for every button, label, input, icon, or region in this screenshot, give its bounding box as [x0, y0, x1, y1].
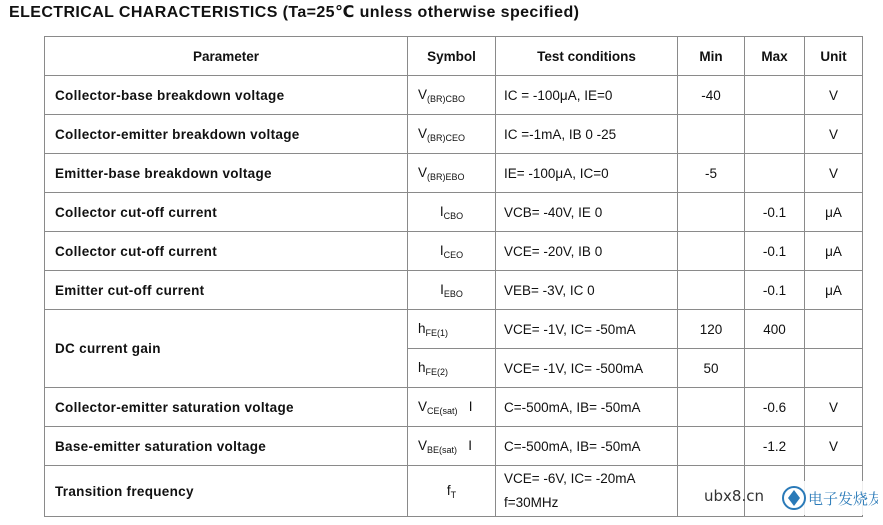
symbol-cell: $V_{(BR)CBO}$ [408, 76, 496, 115]
min-cell [678, 232, 745, 271]
table-row [45, 310, 863, 349]
min-cell: 50 [678, 349, 745, 388]
conditions-line-2: f=30MHz [504, 495, 559, 510]
symbol-cell: $V_{(BR)EBO}$ [408, 154, 496, 193]
unit-cell: V [805, 427, 863, 466]
conditions-line-1: VCE= -6V, IC= -20mA [504, 471, 636, 486]
max-cell: -0.6 [745, 388, 805, 427]
conditions-cell: C=-500mA, IB= -50mA [496, 427, 678, 466]
max-cell [745, 115, 805, 154]
symbol-cell: $V_{BE(sat)}$ I [408, 427, 496, 466]
min-cell [678, 388, 745, 427]
table-row [45, 271, 863, 310]
conditions-cell: VCE= -1V, IC= -500mA [496, 349, 678, 388]
min-cell [678, 193, 745, 232]
table-row [45, 154, 863, 193]
symbol-cell: $V_{CE(sat)}$ I [408, 388, 496, 427]
conditions-cell: IC = -100μA, IE=0 [496, 76, 678, 115]
watermark [700, 478, 880, 518]
table-row [45, 388, 863, 427]
conditions-cell: VEB= -3V, IC 0 [496, 271, 678, 310]
max-cell: -1.2 [745, 427, 805, 466]
max-cell [745, 154, 805, 193]
table-row [45, 232, 863, 271]
min-cell: 120 [678, 310, 745, 349]
conditions-cell: VCE= -20V, IB 0 [496, 232, 678, 271]
unit-cell [805, 310, 863, 349]
min-cell [678, 427, 745, 466]
max-cell [745, 349, 805, 388]
parameter-cell: Collector-base breakdown voltage [45, 76, 408, 115]
unit-cell: μA [805, 232, 863, 271]
header-parameter: Parameter [45, 37, 408, 76]
unit-cell: V [805, 388, 863, 427]
min-cell: -40 [678, 76, 745, 115]
watermark-logo [782, 481, 878, 515]
parameter-cell: DC current gain [45, 310, 408, 388]
parameter-cell: Collector-emitter breakdown voltage [45, 115, 408, 154]
table-row [45, 115, 863, 154]
unit-cell: V [805, 115, 863, 154]
unit-cell: μA [805, 271, 863, 310]
max-cell: -0.1 [745, 232, 805, 271]
symbol-cell: $I_{EBO}$ [408, 271, 496, 310]
min-cell [678, 115, 745, 154]
header-max: Max [745, 37, 805, 76]
unit-cell: V [805, 76, 863, 115]
header-test-conditions: Test conditions [496, 37, 678, 76]
conditions-cell: C=-500mA, IB= -50mA [496, 388, 678, 427]
header-symbol: Symbol [408, 37, 496, 76]
parameter-cell: Emitter cut-off current [45, 271, 408, 310]
conditions-cell: VCB= -40V, IE 0 [496, 193, 678, 232]
svg-text:电子发烧友: 电子发烧友 [808, 490, 878, 508]
unit-cell [805, 349, 863, 388]
parameter-cell: Collector-emitter saturation voltage [45, 388, 408, 427]
min-cell: -5 [678, 154, 745, 193]
parameter-cell: Transition frequency [45, 466, 408, 517]
header-row [45, 37, 863, 76]
max-cell: -0.1 [745, 271, 805, 310]
symbol-cell: $h_{FE(2)}$ [408, 349, 496, 388]
parameter-cell: Collector cut-off current [45, 193, 408, 232]
symbol-cell: $f_T$ [408, 466, 496, 517]
max-cell: -0.1 [745, 193, 805, 232]
table-row [45, 427, 863, 466]
table-row [45, 76, 863, 115]
max-cell [745, 76, 805, 115]
symbol-cell: $h_{FE(1)}$ [408, 310, 496, 349]
parameter-cell: Base-emitter saturation voltage [45, 427, 408, 466]
conditions-cell [496, 466, 678, 517]
parameter-cell: Collector cut-off current [45, 232, 408, 271]
conditions-cell: IC =-1mA, IB 0 -25 [496, 115, 678, 154]
symbol-cell: $I_{CBO}$ [408, 193, 496, 232]
section-title: ELECTRICAL CHARACTERISTICS (Ta=25℃ unless otherwise specified) [9, 4, 580, 21]
parameter-cell: Emitter-base breakdown voltage [45, 154, 408, 193]
symbol-cell: $V_{(BR)CEO}$ [408, 115, 496, 154]
symbol-cell: $I_{CEO}$ [408, 232, 496, 271]
unit-cell: μA [805, 193, 863, 232]
max-cell: 400 [745, 310, 805, 349]
header-unit: Unit [805, 37, 863, 76]
conditions-cell: VCE= -1V, IC= -50mA [496, 310, 678, 349]
table-row [45, 193, 863, 232]
watermark-text: ubx8.cn [704, 487, 764, 505]
min-cell [678, 271, 745, 310]
conditions-cell: IE= -100μA, IC=0 [496, 154, 678, 193]
unit-cell: V [805, 154, 863, 193]
header-min: Min [678, 37, 745, 76]
characteristics-table [44, 36, 863, 517]
